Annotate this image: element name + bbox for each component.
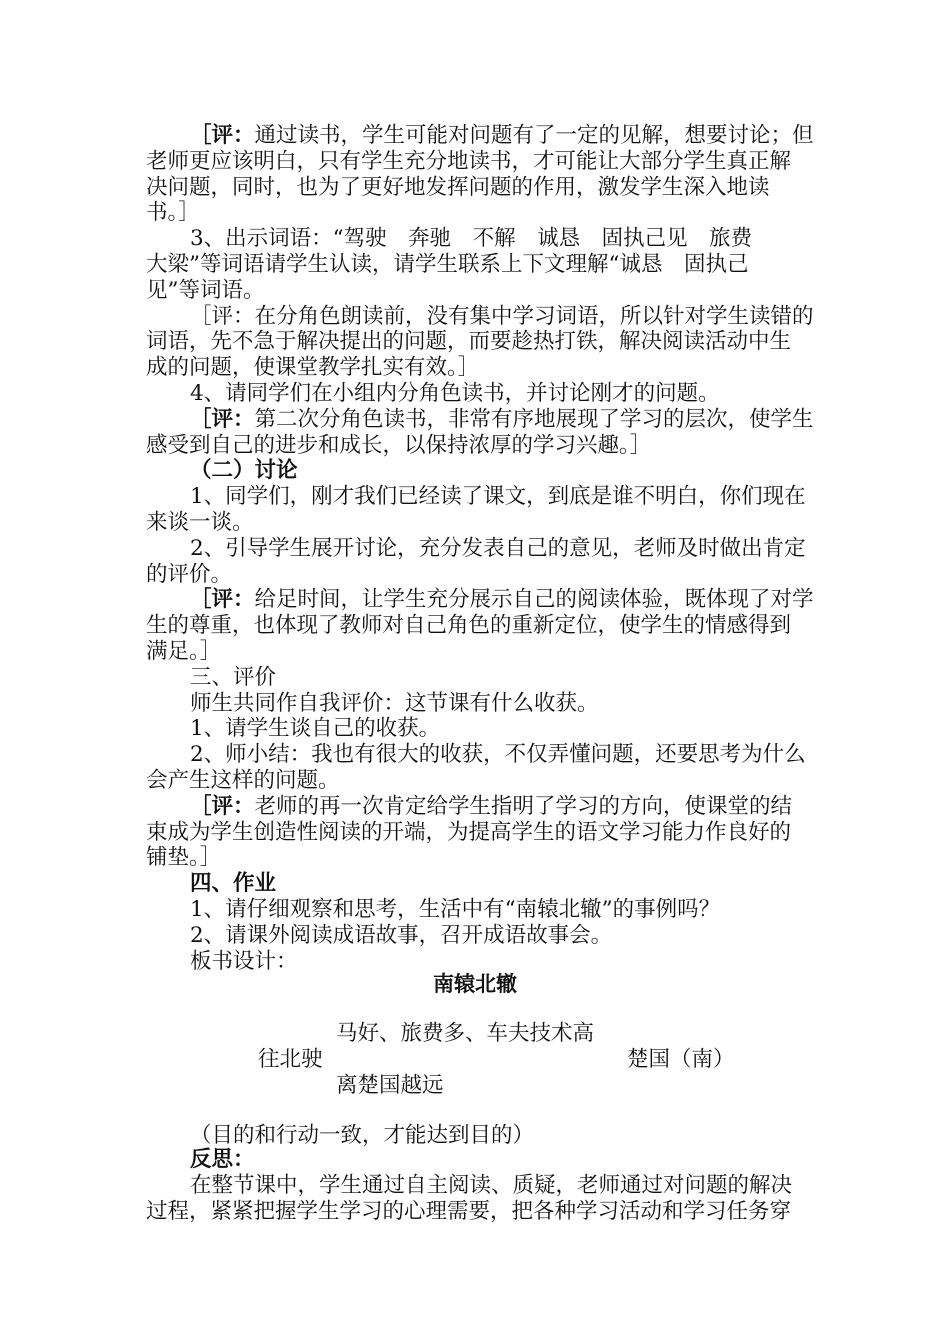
- text-line: 三、评价: [190, 664, 277, 690]
- text-line: （二）讨论: [190, 458, 298, 484]
- text-line: 决问题，同时，也为了更好地发挥问题的作用，激发学生深入地读: [146, 174, 770, 200]
- comment-marker: ［评：: [190, 793, 255, 819]
- board-title: 南辕北辙: [433, 972, 517, 996]
- line-text: 给足时间，让学生充分展示自己的阅读体验，既体现了对学: [254, 587, 814, 613]
- text-line: [190, 586, 814, 614]
- text-line: [190, 793, 792, 821]
- text-line: ［评：在分角色朗读前，没有集中学习词语，所以针对学生读错的: [190, 303, 814, 329]
- text-line: 会产生这样的问题。: [146, 768, 340, 793]
- text-line: 感受到自己的进步和成长，以保持浓厚的学习兴趣。］: [146, 432, 652, 458]
- text-line: 来谈一谈。: [146, 510, 254, 535]
- comment-marker: ［评：: [190, 587, 255, 613]
- text-line: [190, 406, 814, 434]
- text-line: 的评价。: [146, 561, 233, 587]
- line-text: 老师的再一次肯定给学生指明了学习的方向，使课堂的结: [254, 793, 793, 819]
- text-line: 满足。］: [146, 639, 222, 664]
- text-line: 2、引导学生展开讨论，充分发表自己的意见，老师及时做出肯定: [190, 535, 806, 561]
- text-line: 大梁”等词语请学生认读，请学生联系上下文理解“诚恳 固执己: [146, 252, 749, 277]
- reflection-line: 过程，紧紧把握学生学习的心理需要，把各种学习活动和学习任务穿: [146, 1199, 792, 1224]
- text-line: 3、出示词语：“驾驶 奔驰 不解 诚恳 固执己见 旅费: [190, 226, 753, 252]
- board-bottom-text: 离楚国越远: [336, 1073, 444, 1098]
- reflection-line: 在整节课中，学生通过自主阅读、质疑，老师通过对问题的解决: [190, 1173, 793, 1198]
- text-line: 1、请仔细观察和思考，生活中有“南辕北辙”的事例吗？: [190, 897, 721, 922]
- text-line: 束成为学生创造性阅读的开端，为提高学生的语文学习能力作良好的: [146, 819, 792, 845]
- reflection-heading: 反思：: [190, 1147, 255, 1172]
- text-line: 4、请同学们在小组内分角色读书，并讨论刚才的问题。: [190, 381, 720, 406]
- text-line: 铺垫。］: [146, 845, 222, 871]
- board-top-text: 马好、旅费多、车夫技术高: [336, 1021, 595, 1046]
- board-left-text: 往北驶: [258, 1047, 323, 1072]
- line-text: 通过读书，学生可能对问题有了一定的见解，想要讨论；但: [254, 123, 814, 148]
- board-conclusion: （目的和行动一致，才能达到目的）: [190, 1123, 535, 1148]
- text-line: 2、请课外阅读成语故事，召开成语故事会。: [190, 922, 613, 948]
- text-line: 见”等词语。: [146, 277, 265, 303]
- text-line: 师生共同作自我评价：这节课有什么收获。: [190, 690, 599, 716]
- line-text: 第二次分角色读书，非常有序地展现了学习的层次，使学生: [254, 406, 814, 432]
- text-line: 老师更应该明白，只有学生充分地读书，才可能让大部分学生真正解: [146, 148, 792, 174]
- text-line: 板书设计：: [190, 948, 298, 974]
- text-line: 2、师小结：我也有很大的收获，不仅弄懂问题，还要思考为什么: [190, 742, 806, 768]
- text-line: 四、作业: [190, 871, 277, 897]
- text-line: 1、请学生谈自己的收获。: [190, 716, 441, 742]
- text-line: 书。］: [146, 200, 200, 226]
- text-line: 1、同学们，刚才我们已经读了课文，到底是谁不明白，你们现在: [190, 484, 806, 510]
- board-right-text: 楚国（南）: [627, 1047, 735, 1072]
- text-line: 生的尊重，也体现了教师对自己角色的重新定位，使学生的情感得到: [146, 613, 792, 639]
- text-line: 成的问题，使课堂教学扎实有效。］: [146, 355, 480, 381]
- text-line: 词语，先不急于解决提出的问题，而要趁热打铁，解决阅读活动中生: [146, 329, 792, 355]
- text-line: [190, 122, 814, 150]
- comment-marker: ［评：: [190, 123, 255, 148]
- comment-marker: ［评：: [190, 406, 255, 432]
